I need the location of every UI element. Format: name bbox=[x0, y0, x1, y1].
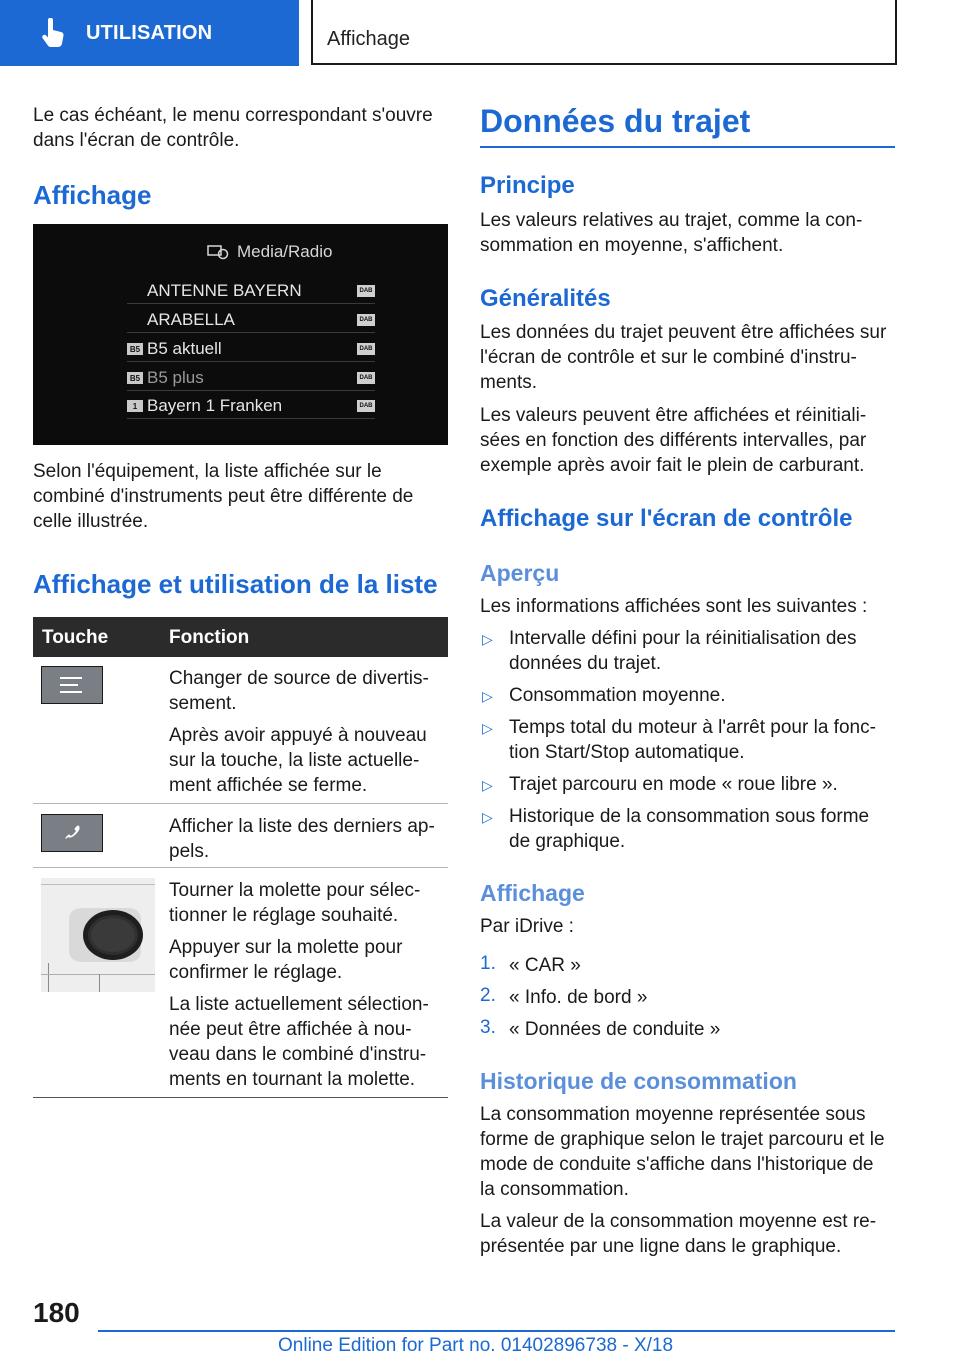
media-radio-icon bbox=[207, 244, 229, 260]
list-item: B5 B5 plus DAB bbox=[127, 366, 375, 391]
phone-icon bbox=[62, 824, 82, 842]
table-row: Afficher la liste des derniers ap- pels. bbox=[169, 816, 435, 862]
heading-apercu: Aperçu bbox=[480, 560, 560, 586]
phone-button-image bbox=[41, 814, 103, 852]
triangle-bullet-icon: ▷ bbox=[482, 720, 493, 736]
list-item: ARABELLA DAB bbox=[127, 308, 375, 333]
triangle-bullet-icon: ▷ bbox=[482, 688, 493, 704]
footer-edition: Online Edition for Part no. 01402896738 - X/18 bbox=[278, 1335, 674, 1356]
table-header bbox=[33, 617, 448, 657]
list-item: Consommation moyenne. bbox=[509, 685, 726, 706]
row-divider bbox=[33, 867, 448, 868]
heading-affichage-2: Affichage bbox=[480, 880, 585, 906]
page-number: 180 bbox=[33, 1297, 80, 1328]
idrive-text: Par iDrive : bbox=[480, 916, 574, 937]
heading-donnees-du-trajet: Données du trajet bbox=[480, 103, 751, 139]
triangle-bullet-icon: ▷ bbox=[482, 809, 493, 825]
triangle-bullet-icon: ▷ bbox=[482, 777, 493, 793]
list-item: 1 Bayern 1 Franken DAB bbox=[127, 394, 375, 419]
principe-text: Les valeurs relatives au trajet, comme la con- sommation en moyenne, s'affichent. bbox=[480, 210, 863, 256]
col-touche: Touche bbox=[42, 627, 109, 648]
footer-rule bbox=[98, 1330, 895, 1332]
list-item: B5 B5 aktuell DAB bbox=[127, 337, 375, 362]
step-text: « Données de conduite » bbox=[509, 1019, 721, 1040]
step-text: « Info. de bord » bbox=[509, 987, 648, 1008]
heading-liste: Affichage et utilisation de la liste bbox=[33, 569, 438, 599]
historique-text-2: La valeur de la consommation moyenne est re- présentée par une ligne dans le graphique. bbox=[480, 1211, 877, 1257]
list-item: ANTENNE BAYERN DAB bbox=[127, 279, 375, 304]
list-item: Trajet parcouru en mode « roue libre ». bbox=[509, 774, 838, 795]
breadcrumb: Affichage bbox=[327, 28, 411, 50]
heading-historique: Historique de consommation bbox=[480, 1068, 797, 1094]
step-number: 2. bbox=[480, 985, 496, 1006]
section-tab bbox=[0, 0, 299, 66]
historique-text-1: La consommation moyenne représentée sous forme de graphique selon le trajet parcouru et le mode de conduite s'affiche dans l'historique de la consommation. bbox=[480, 1104, 885, 1200]
idrive-controller-icon bbox=[41, 878, 155, 992]
screen-title: Media/Radio bbox=[207, 242, 332, 262]
step-number: 1. bbox=[480, 953, 496, 974]
table-row-detail: Appuyer sur la molette pour confirmer le réglage. bbox=[169, 937, 403, 983]
table-row: Changer de source de divertis- sement. bbox=[169, 668, 429, 714]
list-button-image bbox=[41, 666, 103, 704]
table-row: Tourner la molette pour sélec- tionner le réglage souhaité. bbox=[169, 880, 421, 926]
hand-pointer-icon bbox=[40, 18, 66, 48]
table-row-detail: La liste actuellement sélection- née peut être affichée à nou- veau dans le combiné d'instru- ments en tournant la molette. bbox=[169, 994, 429, 1090]
row-divider bbox=[33, 803, 448, 804]
intro-text: Le cas échéant, le menu correspondant s'ouvre dans l'écran de contrôle. bbox=[33, 105, 433, 151]
breadcrumb-bar bbox=[311, 0, 897, 65]
heading-principe: Principe bbox=[480, 172, 575, 199]
heading-generalites: Généralités bbox=[480, 285, 611, 312]
triangle-bullet-icon: ▷ bbox=[482, 631, 493, 647]
radio-screen-image bbox=[33, 224, 448, 445]
apercu-intro: Les informations affichées sont les suivantes : bbox=[480, 596, 868, 617]
table-row-detail: Après avoir appuyé à nouveau sur la touche, la liste actuelle- ment affichée se ferme. bbox=[169, 725, 427, 796]
generalites-text-2: Les valeurs peuvent être affichées et réinitiali- sées en fonction des différents intervalles, par exemple après avoir fait le plein de carburant. bbox=[480, 405, 867, 476]
list-icon bbox=[58, 676, 86, 694]
list-item: Historique de la consommation sous forme de graphique. bbox=[509, 806, 870, 852]
generalites-text-1: Les données du trajet peuvent être affichées sur l'écran de contrôle et sur le combiné d'instru- ments. bbox=[480, 322, 887, 393]
list-item: Temps total du moteur à l'arrêt pour la fonc- tion Start/Stop automatique. bbox=[509, 717, 876, 763]
step-text: « CAR » bbox=[509, 955, 581, 976]
section-title: UTILISATION bbox=[86, 21, 213, 44]
heading-affichage: Affichage bbox=[33, 180, 152, 210]
controller-knob-image bbox=[41, 878, 155, 992]
list-item: Intervalle défini pour la réinitialisation des données du trajet. bbox=[509, 628, 857, 674]
step-number: 3. bbox=[480, 1017, 496, 1038]
heading-ecran-controle: Affichage sur l'écran de contrôle bbox=[480, 505, 853, 532]
heading-rule bbox=[480, 146, 895, 148]
col-fonction: Fonction bbox=[169, 627, 250, 648]
table-bottom-rule bbox=[33, 1097, 448, 1098]
note-text: Selon l'équipement, la liste affichée sur le combiné d'instruments peut être différente de celle illustrée. bbox=[33, 461, 414, 532]
